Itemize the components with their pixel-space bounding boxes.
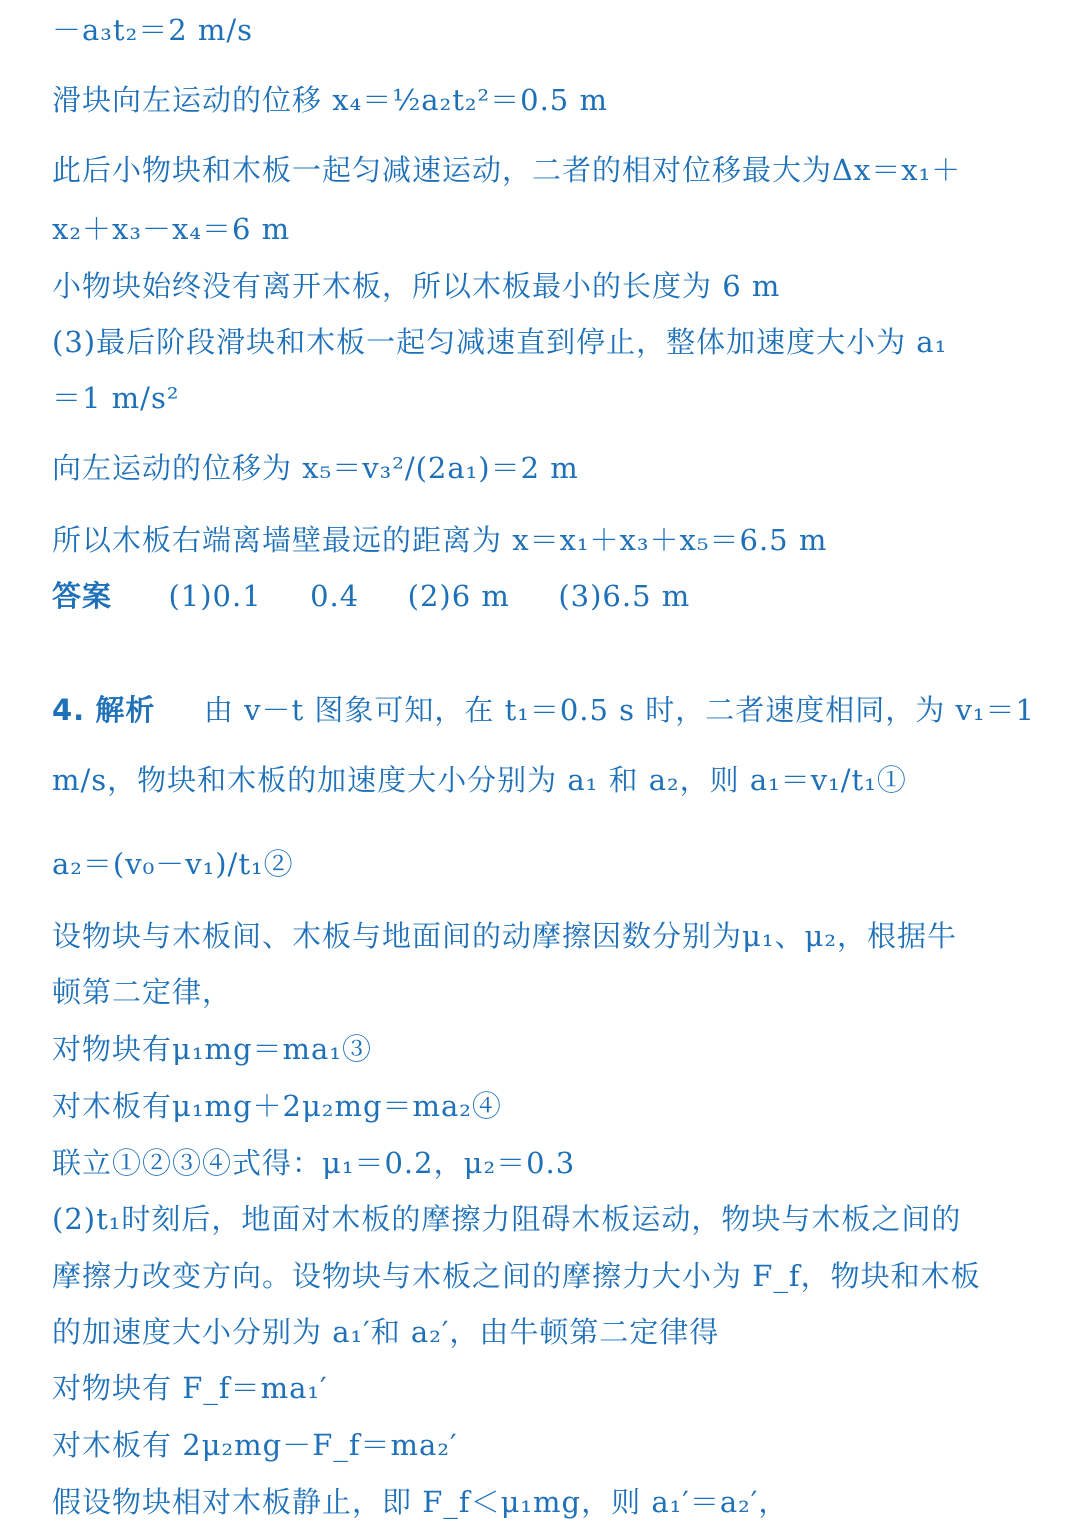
text-line: 滑块向左运动的位移 x₄＝½a₂t₂²＝0.5 m bbox=[52, 83, 608, 117]
answer-line bbox=[52, 578, 1034, 614]
text-line: ＝1 m/s² bbox=[52, 381, 180, 415]
text-line: 小物块始终没有离开木板，所以木板最小的长度为 6 m bbox=[52, 269, 781, 303]
text-line: 对物块有 F_f＝ma₁′ bbox=[52, 1371, 328, 1405]
answer-label: 答案 bbox=[52, 579, 113, 613]
answer-value: 0.4 bbox=[310, 579, 360, 613]
answer-value: (3)6.5 m bbox=[558, 579, 691, 613]
text-line: a₂＝(v₀－v₁)/t₁② bbox=[52, 847, 294, 881]
analysis-heading-line bbox=[52, 692, 1034, 728]
text-line: (3)最后阶段滑块和木板一起匀减速直到停止，整体加速度大小为 a₁ bbox=[52, 325, 948, 359]
text-line: 对物块有μ₁mg＝ma₁③ bbox=[52, 1032, 372, 1066]
text-line: 设物块与木板间、木板与地面间的动摩擦因数分别为μ₁、μ₂，根据牛 bbox=[52, 919, 957, 953]
answer-value: (1)0.1 bbox=[168, 579, 262, 613]
text-line: －a₃t₂＝2 m/s bbox=[52, 13, 254, 47]
text-line: 假设物块相对木板静止，即 F_f＜μ₁mg，则 a₁′＝a₂′， bbox=[52, 1485, 789, 1519]
text-line: (2)t₁时刻后，地面对木板的摩擦力阻碍木板运动，物块与木板之间的 bbox=[52, 1202, 962, 1236]
text-line: x₂＋x₃－x₄＝6 m bbox=[52, 212, 291, 246]
text-line: 联立①②③④式得：μ₁＝0.2，μ₂＝0.3 bbox=[52, 1146, 576, 1180]
text-line: 的加速度大小分别为 a₁′和 a₂′，由牛顿第二定律得 bbox=[52, 1315, 720, 1349]
problem-number: 4. bbox=[52, 693, 86, 727]
text-line: 所以木板右端离墙壁最远的距离为 x＝x₁＋x₃＋x₅＝6.5 m bbox=[52, 523, 828, 557]
text-line: 摩擦力改变方向。设物块与木板之间的摩擦力大小为 F_f，物块和木板 bbox=[52, 1259, 981, 1293]
text-line: 对木板有 2μ₂mg－F_f＝ma₂′ bbox=[52, 1428, 458, 1462]
text-line: 此后小物块和木板一起匀减速运动，二者的相对位移最大为Δx＝x₁＋ bbox=[52, 153, 962, 187]
text-line: 顿第二定律， bbox=[52, 975, 233, 1009]
text-line: m/s，物块和木板的加速度大小分别为 a₁ 和 a₂，则 a₁＝v₁/t₁① bbox=[52, 763, 907, 797]
answer-value: (2)6 m bbox=[407, 579, 510, 613]
analysis-label: 解析 bbox=[95, 693, 156, 727]
text-line: 向左运动的位移为 x₅＝v₃²/(2a₁)＝2 m bbox=[52, 451, 579, 485]
text-line: 由 v－t 图象可知，在 t₁＝0.5 s 时，二者速度相同，为 v₁＝1 bbox=[203, 693, 1035, 727]
text-line: 对木板有μ₁mg＋2μ₂mg＝ma₂④ bbox=[52, 1089, 502, 1123]
